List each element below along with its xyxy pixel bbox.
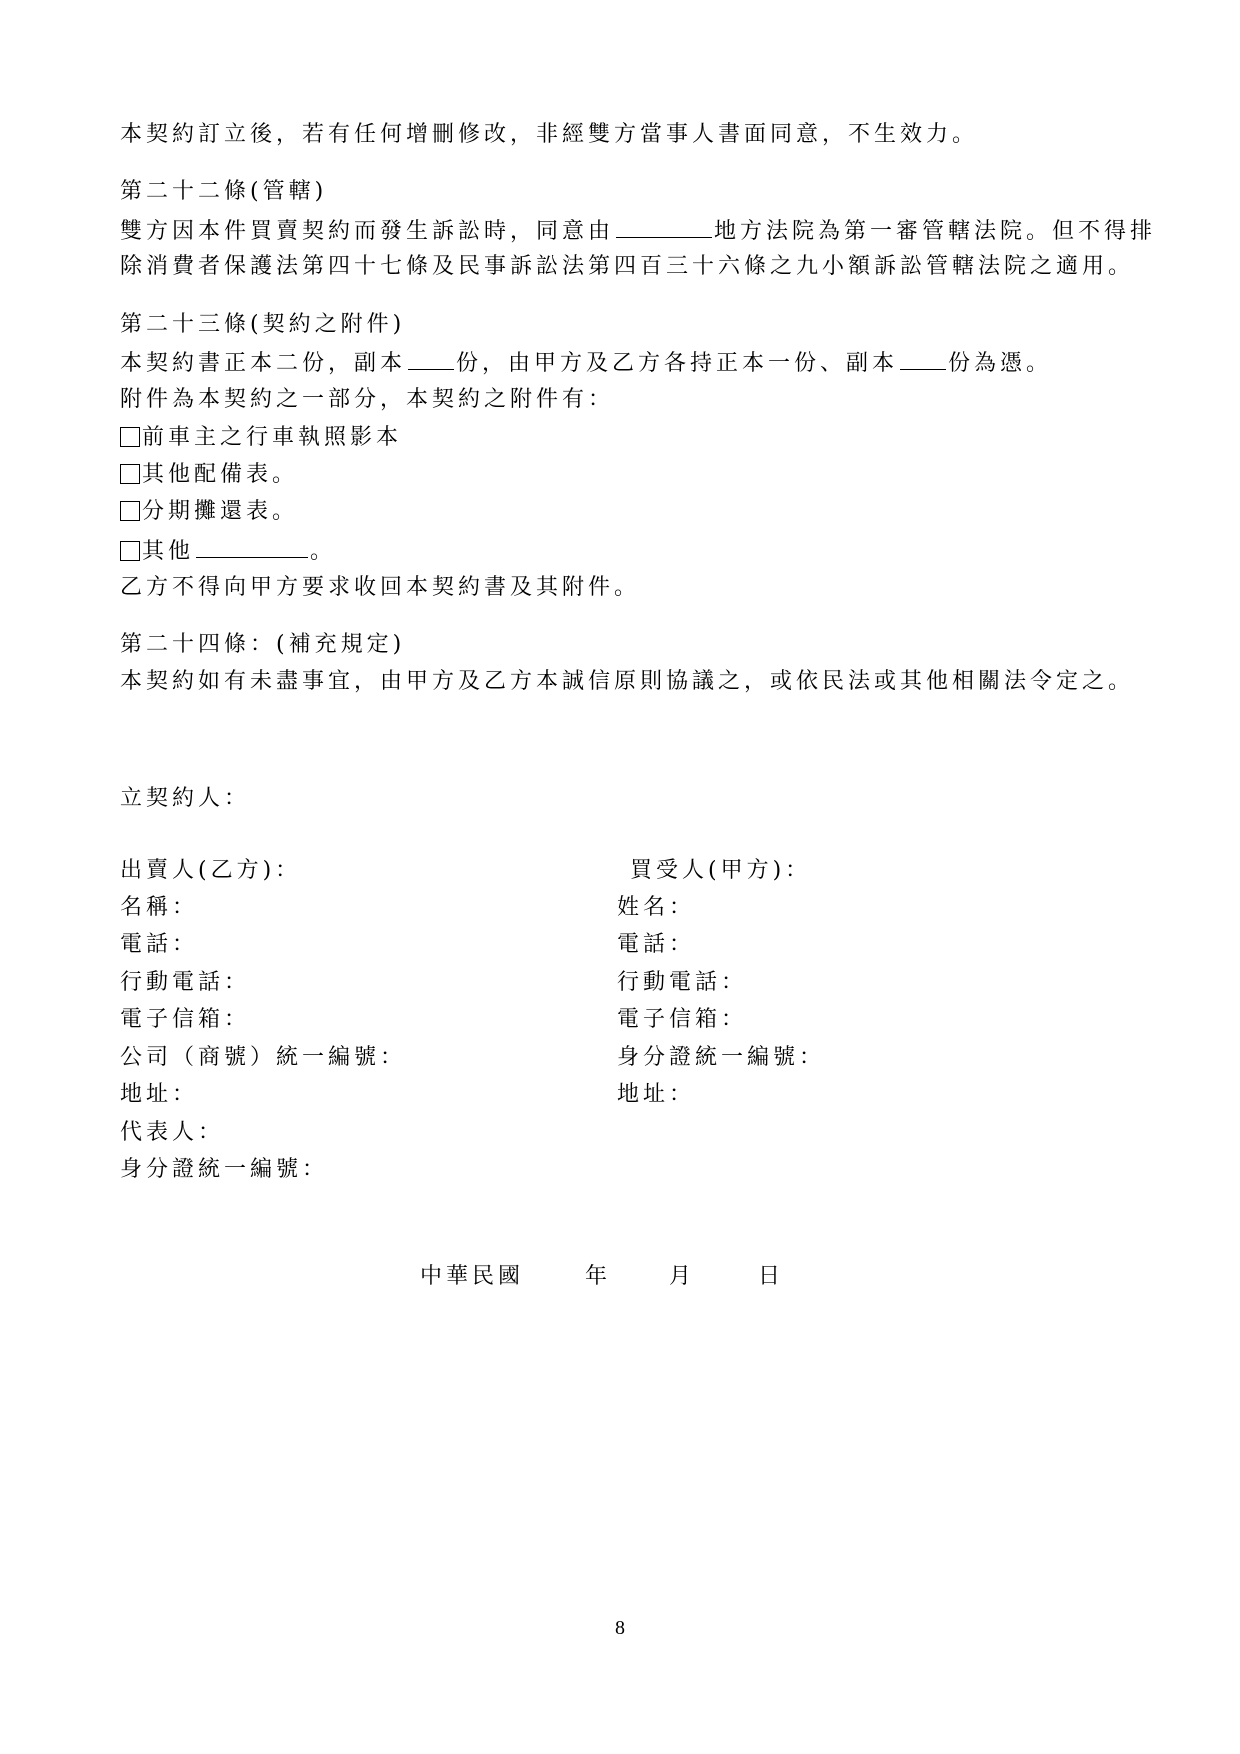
seller-field: 行動電話： <box>120 970 251 995</box>
seller-field: 名稱： <box>120 895 199 920</box>
seller-field: 電話： <box>120 932 199 957</box>
amendment-clause: 本契約訂立後，若有任何增刪修改，非經雙方當事人書面同意，不生效力。 <box>120 122 979 147</box>
checkbox[interactable] <box>120 427 140 447</box>
article-24-title: 第二十四條：(補充規定) <box>120 632 406 657</box>
buyer-field: 身分證統一編號： <box>617 1045 826 1070</box>
article-23-line-1 <box>120 347 1052 379</box>
seller-field: 身分證統一編號： <box>120 1157 329 1182</box>
attachment-label: 其他配備表。 <box>142 462 299 487</box>
seller-field: 代表人： <box>120 1120 225 1145</box>
signatories-heading: 立契約人： <box>120 786 251 811</box>
article-22-line-1 <box>120 215 1156 247</box>
attachment-item-2 <box>120 460 298 490</box>
article-24-line-1: 本契約如有未盡事宜，由甲方及乙方本誠信原則協議之，或依民法或其他相關法令定之。 <box>120 669 1135 694</box>
attachment-label-end: 。 <box>310 539 337 564</box>
attachment-label: 前車主之行車執照影本 <box>142 425 403 450</box>
attachment-item-1 <box>120 423 402 453</box>
buyer-title: 買受人(甲方)： <box>630 858 812 883</box>
page-number: 8 <box>615 1617 625 1639</box>
article-23-text-b: 份，由甲方及乙方各持正本一份、副本 <box>456 351 899 376</box>
article-22-title: 第二十二條(管轄) <box>120 179 328 204</box>
attachment-label: 其他 <box>142 539 195 564</box>
article-22-text-b: 地方法院為第一審管轄法院。但不得排 <box>714 219 1157 244</box>
article-22-line-2: 除消費者保護法第四十七條及民事訴訟法第四百三十六條之九小額訴訟管轄法院之適用。 <box>120 254 1135 279</box>
checkbox[interactable] <box>120 541 140 561</box>
other-attachment-blank <box>196 535 308 558</box>
attachment-label: 分期攤還表。 <box>142 499 299 524</box>
buyer-field: 地址： <box>617 1082 696 1107</box>
checkbox[interactable] <box>120 464 140 484</box>
article-23-line-3: 乙方不得向甲方要求收回本契約書及其附件。 <box>120 575 641 600</box>
court-blank <box>616 215 712 238</box>
copies-blank-2 <box>900 347 946 370</box>
article-23-text-a: 本契約書正本二份，副本 <box>120 351 407 376</box>
date-year: 年 <box>585 1264 612 1289</box>
date-era: 中華民國 <box>420 1264 525 1289</box>
buyer-field: 電話： <box>617 932 696 957</box>
seller-field: 電子信箱： <box>120 1007 251 1032</box>
checkbox[interactable] <box>120 501 140 521</box>
buyer-field: 行動電話： <box>617 970 748 995</box>
copies-blank-1 <box>408 347 454 370</box>
seller-title: 出賣人(乙方)： <box>120 858 302 883</box>
date-month: 月 <box>669 1264 696 1289</box>
article-22-text-a: 雙方因本件買賣契約而發生訴訟時，同意由 <box>120 219 615 244</box>
attachment-item-4 <box>120 535 336 567</box>
seller-field: 地址： <box>120 1082 199 1107</box>
seller-field: 公司（商號）統一編號： <box>120 1045 407 1070</box>
article-23-text-c: 份為憑。 <box>948 351 1053 376</box>
date-day: 日 <box>758 1264 785 1289</box>
article-23-title: 第二十三條(契約之附件) <box>120 312 406 337</box>
article-23-line-2: 附件為本契約之一部分，本契約之附件有： <box>120 387 615 412</box>
attachment-item-3 <box>120 497 298 527</box>
buyer-field: 電子信箱： <box>617 1007 748 1032</box>
buyer-field: 姓名： <box>617 895 696 920</box>
